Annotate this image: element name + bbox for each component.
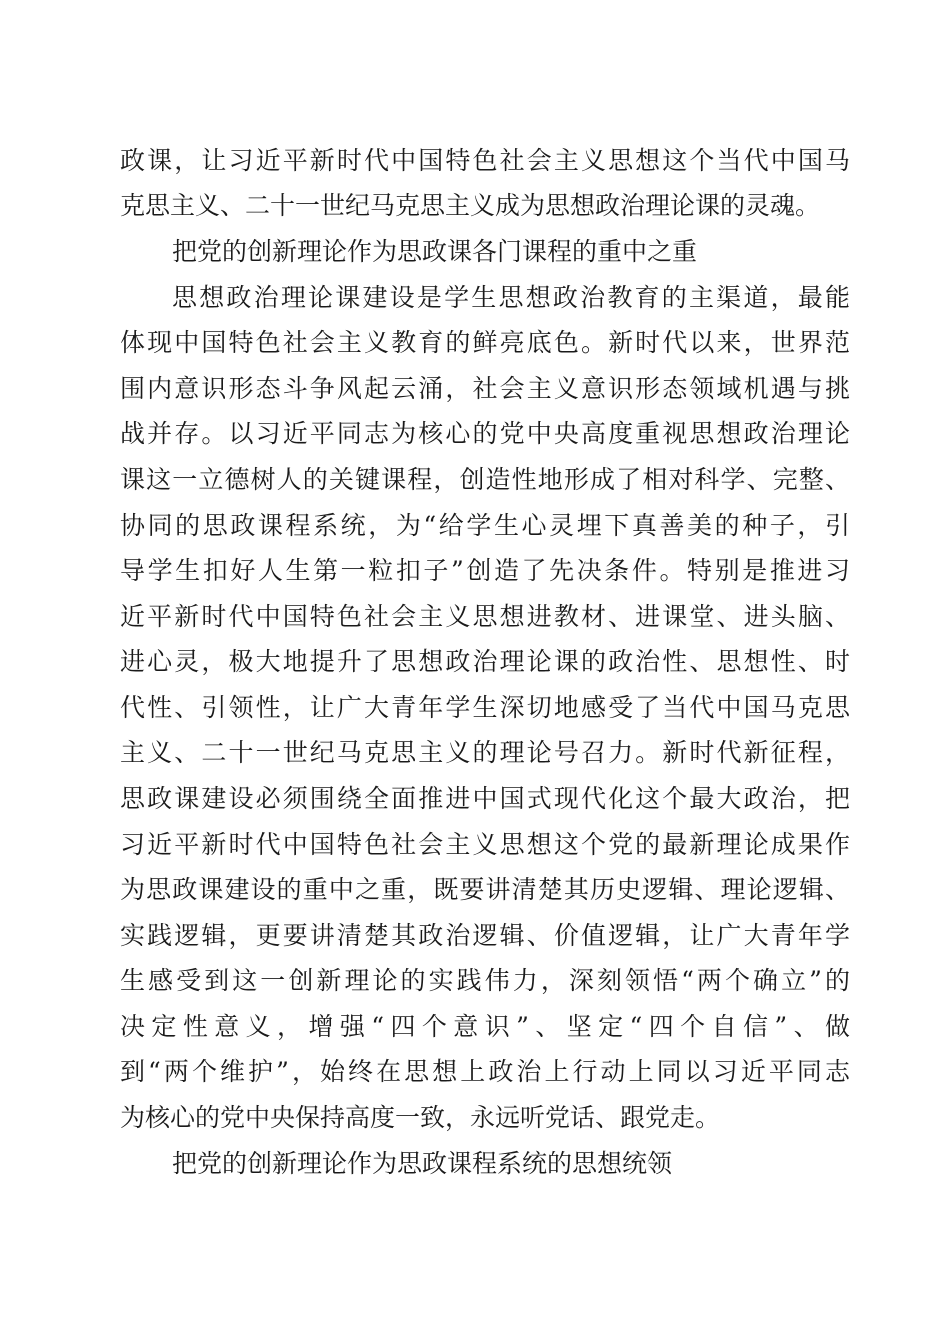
paragraph-line: 主义、二十一世纪马克思主义的理论号召力。新时代新征程， [120, 738, 850, 767]
paragraph-line: 代性、引领性，让广大青年学生深切地感受了当代中国马克思 [120, 693, 850, 722]
paragraph-line: 导学生扣好人生第一粒扣子”创造了先决条件。特别是推进习 [120, 556, 850, 585]
section-heading: 把党的创新理论作为思政课程系统的思想统领 [172, 1149, 673, 1178]
paragraph-line: 决定性意义，增强“四个意识”、坚定“四个自信”、做 [120, 1012, 850, 1041]
paragraph-line: 近平新时代中国特色社会主义思想进教材、进课堂、进头脑、 [120, 602, 850, 631]
paragraph-line: 习近平新时代中国特色社会主义思想这个党的最新理论成果作 [120, 830, 850, 859]
paragraph-line: 生感受到这一创新理论的实践伟力，深刻领悟“两个确立”的 [120, 966, 850, 995]
paragraph-line: 政课，让习近平新时代中国特色社会主义思想这个当代中国马 [120, 146, 850, 175]
paragraph-line: 围内意识形态斗争风起云涌，社会主义意识形态领域机遇与挑 [120, 374, 850, 403]
paragraph-line: 进心灵，极大地提升了思想政治理论课的政治性、思想性、时 [120, 647, 850, 676]
paragraph-line: 克思主义、二十一世纪马克思主义成为思想政治理论课的灵魂。 [120, 191, 821, 220]
paragraph-line: 到“两个维护”，始终在思想上政治上行动上同以习近平同志 [120, 1057, 850, 1086]
paragraph-line: 协同的思政课程系统，为“给学生心灵埋下真善美的种子，引 [120, 511, 850, 540]
paragraph-line: 课这一立德树人的关键课程，创造性地形成了相对科学、完整、 [120, 465, 850, 494]
section-heading: 把党的创新理论作为思政课各门课程的重中之重 [172, 237, 698, 266]
paragraph-line: 实践逻辑，更要讲清楚其政治逻辑、价值逻辑，让广大青年学 [120, 921, 850, 950]
paragraph-line: 体现中国特色社会主义教育的鲜亮底色。新时代以来，世界范 [120, 328, 850, 357]
paragraph-line: 思想政治理论课建设是学生思想政治教育的主渠道，最能 [172, 283, 850, 312]
paragraph-line: 思政课建设必须围绕全面推进中国式现代化这个最大政治，把 [120, 784, 850, 813]
paragraph-line: 为核心的党中央保持高度一致，永远听党话、跟党走。 [120, 1103, 721, 1132]
paragraph-line: 战并存。以习近平同志为核心的党中央高度重视思想政治理论 [120, 419, 850, 448]
paragraph-line: 为思政课建设的重中之重，既要讲清楚其历史逻辑、理论逻辑、 [120, 875, 850, 904]
